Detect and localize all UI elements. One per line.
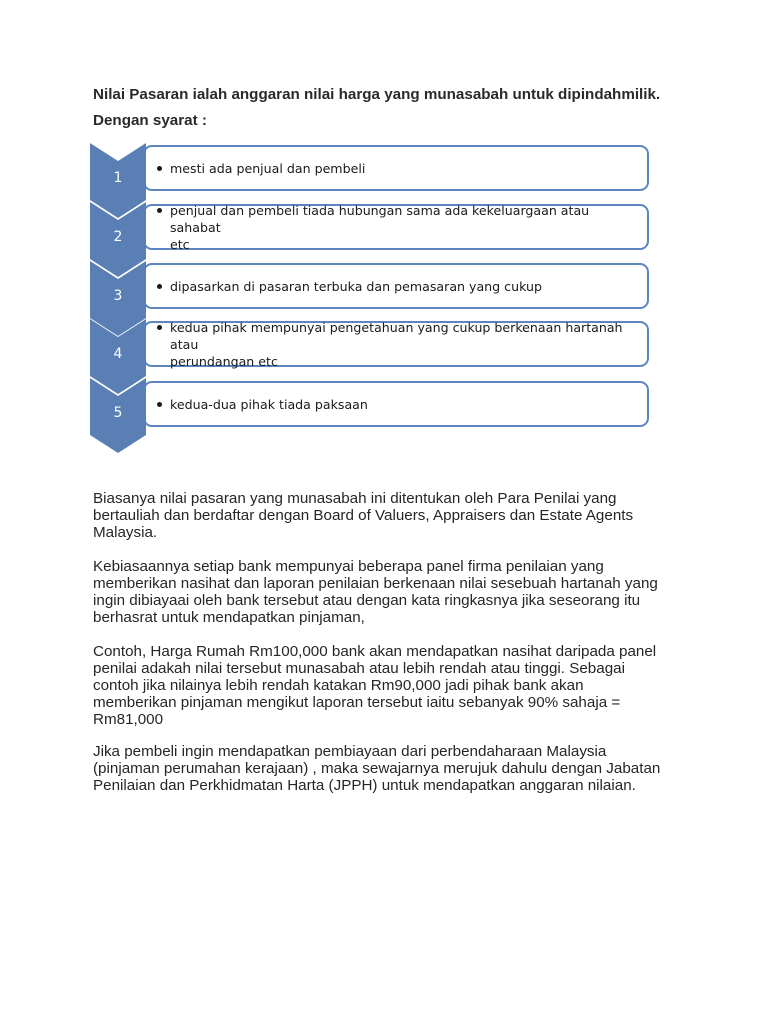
bullet-icon xyxy=(157,208,162,213)
condition-item xyxy=(157,396,368,413)
bullet-icon xyxy=(157,402,162,407)
paragraph-line: Rm81,000 xyxy=(93,711,164,728)
condition-line: perundangan etc xyxy=(170,353,278,369)
paragraph-line: (pinjaman perumahan kerajaan) , maka sewajarnya merujuk dahulu dengan Jabatan xyxy=(93,760,661,777)
step-number: 5 xyxy=(113,405,123,421)
bullet-icon xyxy=(157,166,162,171)
condition-line: kedua-dua pihak tiada paksaan xyxy=(170,396,368,412)
paragraph-jpph xyxy=(93,743,693,794)
condition-item xyxy=(157,319,637,370)
paragraph-line: Malaysia. xyxy=(93,524,158,541)
bullet-icon xyxy=(157,284,162,289)
condition-text xyxy=(170,319,637,370)
condition-item xyxy=(157,278,542,295)
paragraph-line: memberikan nasihat dan laporan penilaian berkenaan nilai sesebuah hartanah yang xyxy=(93,575,658,592)
paragraph-line: berhasrat untuk mendapatkan pinjaman, xyxy=(93,609,365,626)
paragraph-line: Kebiasaannya setiap bank mempunyai beberapa panel firma penilaian yang xyxy=(93,558,604,575)
paragraph-line: Biasanya nilai pasaran yang munasabah ini ditentukan oleh Para Penilai yang xyxy=(93,490,617,507)
condition-line: penjual dan pembeli tiada hubungan sama ada kekeluargaan atau sahabat xyxy=(170,202,590,235)
condition-box-2 xyxy=(143,204,649,250)
condition-line: mesti ada penjual dan pembeli xyxy=(170,160,366,176)
step-chevron-5 xyxy=(90,378,146,453)
step-number: 1 xyxy=(113,170,123,186)
condition-box-3 xyxy=(143,263,649,309)
paragraph-line: Contoh, Harga Rumah Rm100,000 bank akan mendapatkan nasihat daripada panel xyxy=(93,643,657,660)
condition-box-4 xyxy=(143,321,649,367)
condition-box-1 xyxy=(143,145,649,191)
paragraph-line: ingin dibiayaai oleh bank tersebut atau dengan kata ringkasnya jika seseorang itu xyxy=(93,592,641,609)
paragraph-line: Jika pembeli ingin mendapatkan pembiayaan dari perbendaharaan Malaysia xyxy=(93,743,607,760)
condition-text xyxy=(170,160,365,177)
conditions-list xyxy=(0,0,768,470)
paragraph-example xyxy=(93,643,693,728)
condition-text xyxy=(170,396,368,413)
condition-text xyxy=(170,202,637,253)
bullet-icon xyxy=(157,325,162,330)
conditions-heading: Dengan syarat : xyxy=(93,112,207,129)
condition-line: kedua pihak mempunyai pengetahuan yang cukup berkenaan hartanah atau xyxy=(170,319,623,352)
paragraph-valuers xyxy=(93,490,693,541)
paragraph-line: contoh jika nilainya lebih rendah katakan Rm90,000 jadi pihak bank akan xyxy=(93,677,584,694)
paragraph-line: penilai adakah nilai tersebut munasabah atau lebih rendah atau tinggi. Sebagai xyxy=(93,660,625,677)
condition-line: etc xyxy=(170,236,190,252)
paragraph-bank-panel xyxy=(93,558,693,626)
condition-item xyxy=(157,160,365,177)
condition-text xyxy=(170,278,542,295)
condition-box-5 xyxy=(143,381,649,427)
condition-item xyxy=(157,202,637,253)
condition-line: dipasarkan di pasaran terbuka dan pemasaran yang cukup xyxy=(170,278,542,294)
paragraph-line: Penilaian dan Perkhidmatan Harta (JPPH) untuk mendapatkan anggaran nilaian. xyxy=(93,777,636,794)
paragraph-line: bertauliah dan berdaftar dengan Board of Valuers, Appraisers dan Estate Agents xyxy=(93,507,634,524)
page-title: Nilai Pasaran ialah anggaran nilai harga yang munasabah untuk dipindahmilik. xyxy=(93,86,661,103)
step-number: 2 xyxy=(113,229,123,245)
step-number: 4 xyxy=(113,346,123,362)
step-number: 3 xyxy=(113,288,123,304)
paragraph-line: memberikan pinjaman mengikut laporan tersebut iaitu sebanyak 90% sahaja = xyxy=(93,694,621,711)
